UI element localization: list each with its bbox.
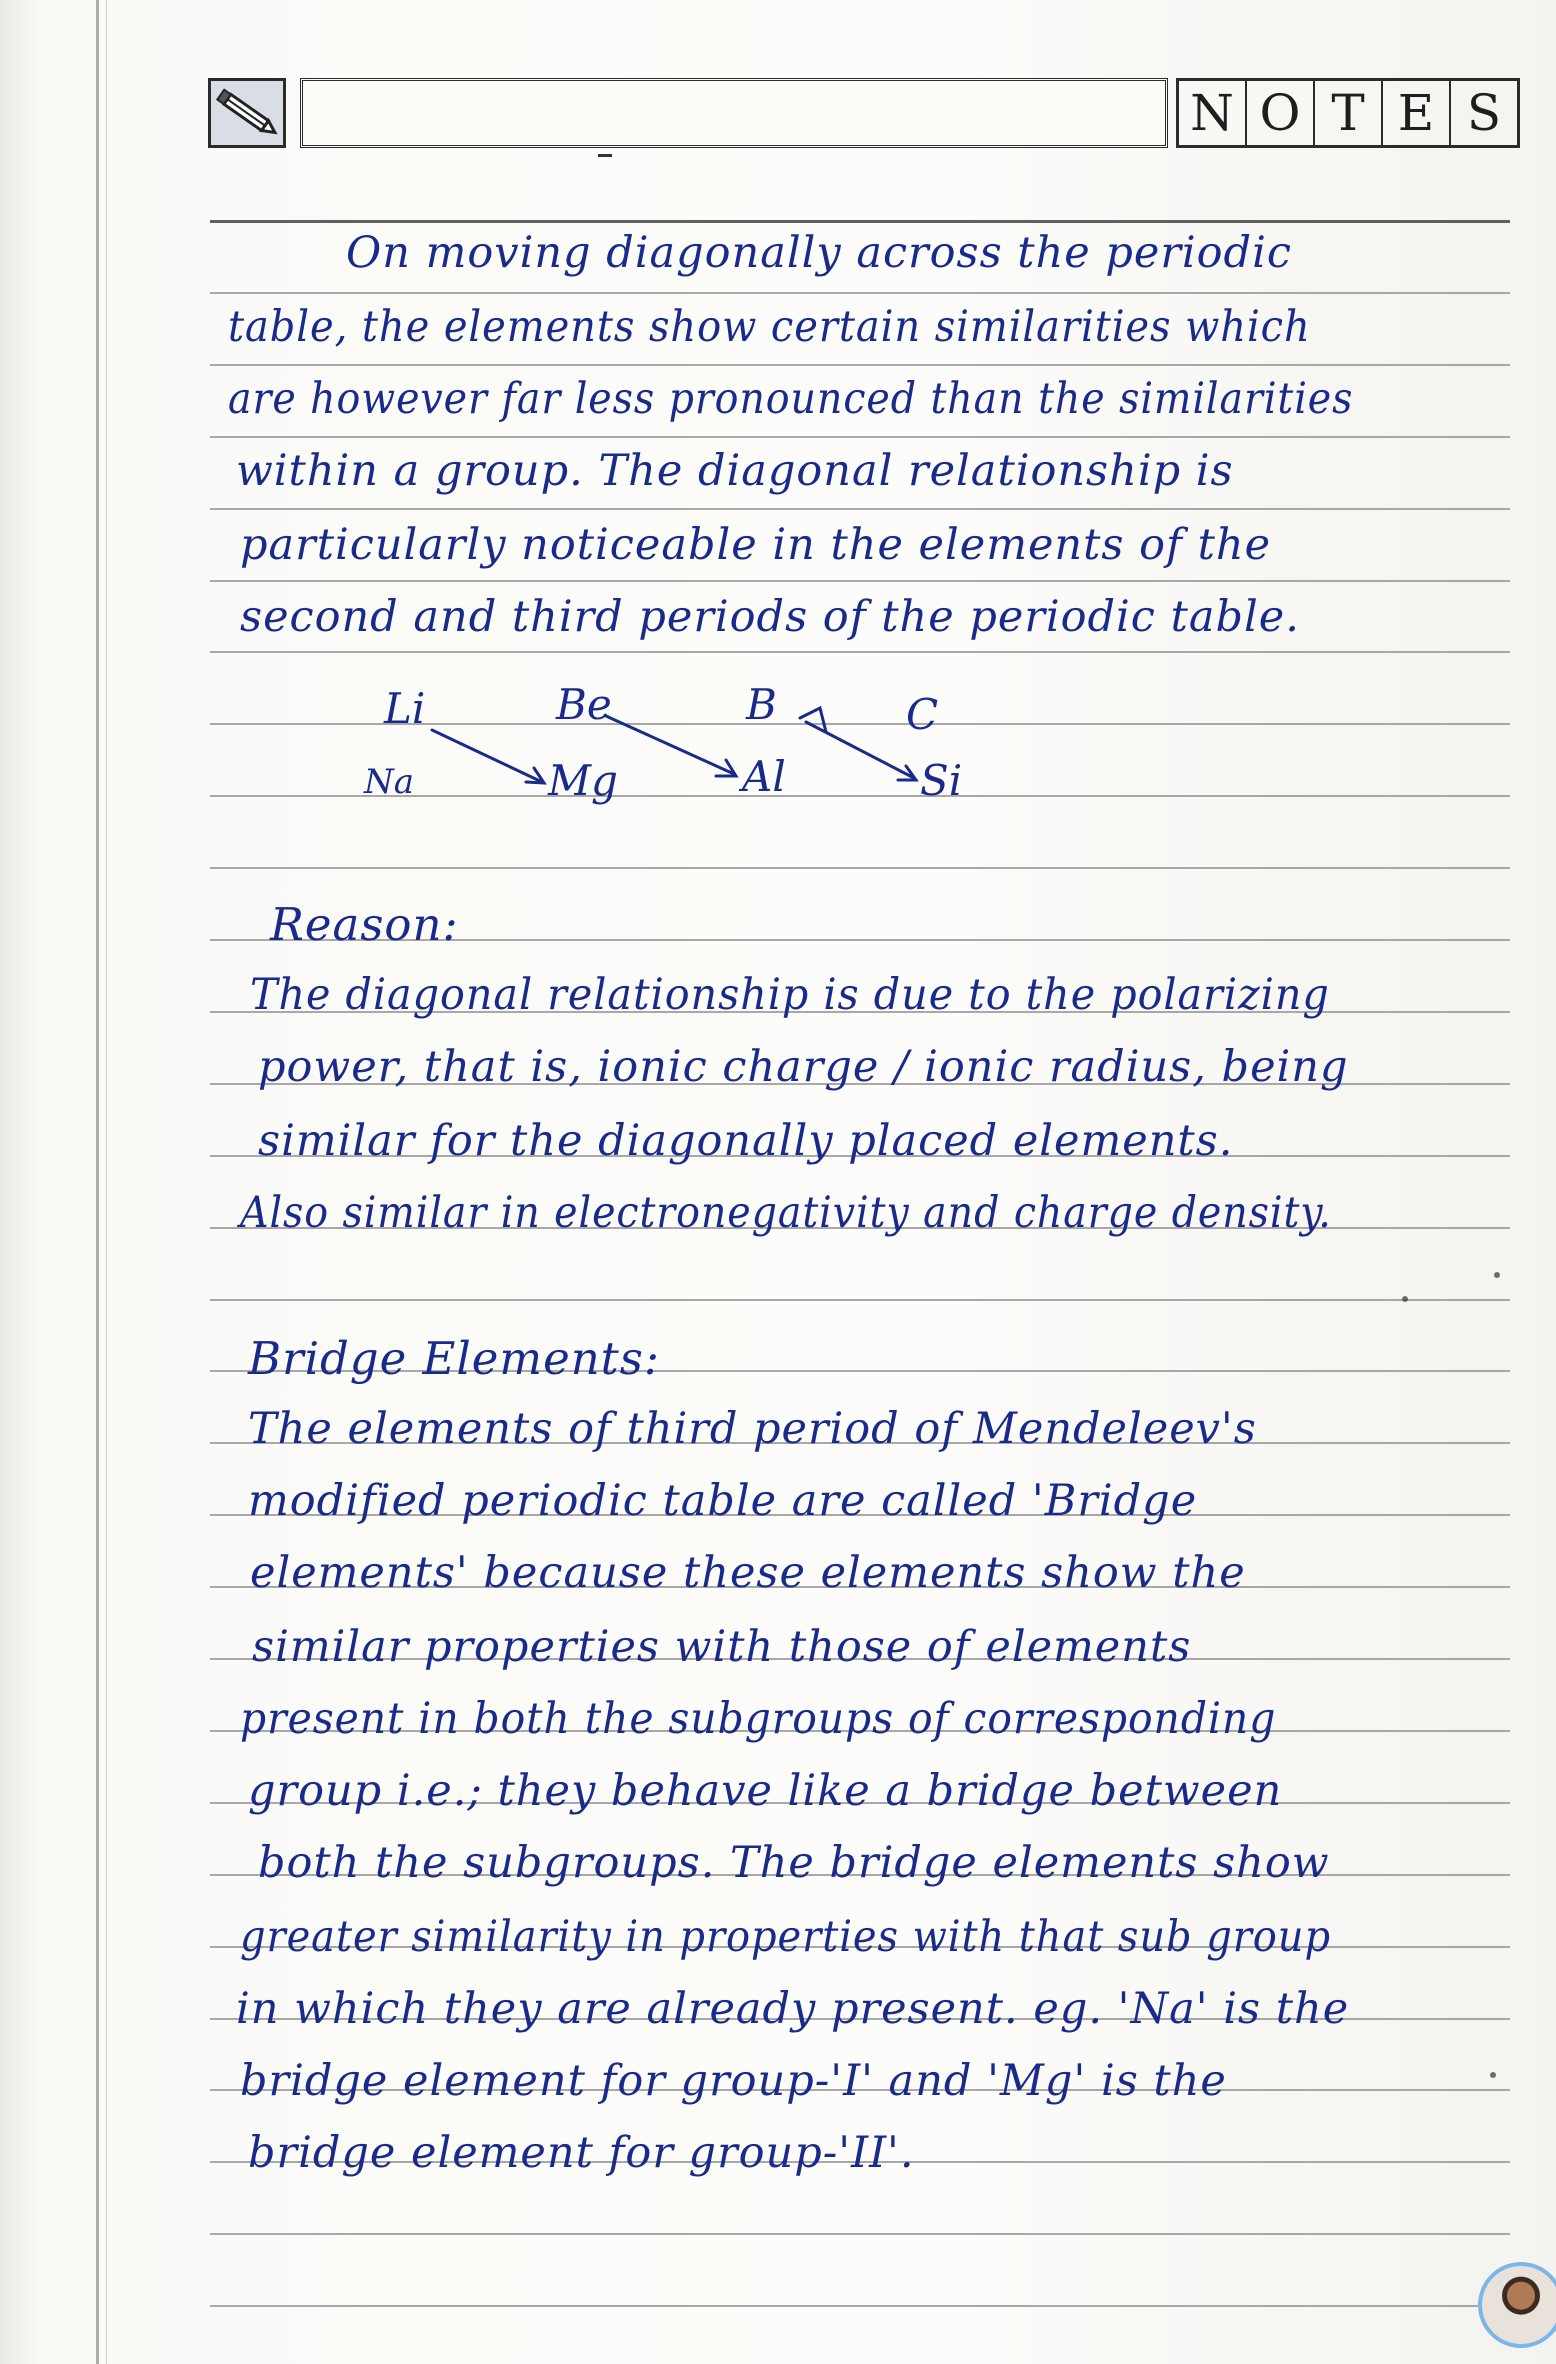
avatar <box>1478 2262 1556 2348</box>
text-line: modified periodic table are called 'Bridge <box>248 1476 1198 1526</box>
ruled-line <box>210 2233 1510 2235</box>
text-line: On moving diagonally across the periodic <box>346 228 1292 278</box>
text-line: greater similarity in properties with that sub group <box>240 1912 1332 1962</box>
ink-dot <box>1494 1272 1500 1278</box>
element-li: Li <box>384 684 426 733</box>
element-b: B <box>746 680 777 729</box>
element-si: Si <box>920 756 963 805</box>
element-mg: Mg <box>548 756 618 805</box>
text-line: similar properties with those of elements <box>252 1622 1192 1672</box>
text-line: both the subgroups. The bridge elements show <box>258 1838 1330 1888</box>
section-heading: Bridge Elements: <box>248 1332 661 1385</box>
notes-letter: O <box>1247 81 1315 145</box>
text-line: elements' because these elements show the <box>250 1548 1246 1598</box>
text-line: bridge element for group-'II'. <box>248 2128 915 2178</box>
section-heading: Reason: <box>270 898 459 951</box>
text-line: table, the elements show certain similarities which <box>228 302 1311 352</box>
text-line: group i.e.; they behave like a bridge between <box>248 1766 1283 1816</box>
ink-dot <box>1490 2072 1496 2078</box>
notes-letter: S <box>1466 84 1502 142</box>
text-line: The diagonal relationship is due to the polarizing <box>250 970 1330 1020</box>
notes-letter: E <box>1383 81 1451 145</box>
text-line: bridge element for group-'I' and 'Mg' is the <box>240 2056 1227 2106</box>
diagonal-arrows <box>0 0 1556 900</box>
ruled-line <box>210 1299 1510 1301</box>
text-line: power, that is, ionic charge / ionic radius, being <box>258 1042 1349 1092</box>
text-line: Also similar in electronegativity and charge density. <box>240 1188 1332 1238</box>
ruled-line <box>210 2305 1510 2307</box>
element-al: Al <box>742 752 786 801</box>
element-be: Be <box>556 680 612 729</box>
text-line: are however far less pronounced than the similarities <box>228 374 1354 424</box>
text-line: similar for the diagonally placed elements. <box>258 1116 1234 1166</box>
element-c: C <box>906 690 939 739</box>
text-line: particularly noticeable in the elements of the <box>240 520 1272 570</box>
element-na: Na <box>364 762 415 802</box>
text-line: second and third periods of the periodic table. <box>240 592 1300 642</box>
text-line: within a group. The diagonal relationship is <box>236 446 1234 496</box>
text-line: The elements of third period of Mendeleev's <box>248 1404 1257 1454</box>
notes-letter: N <box>1179 81 1247 145</box>
ink-dot <box>1402 1296 1408 1302</box>
text-line: present in both the subgroups of corresponding <box>240 1694 1277 1744</box>
text-line: in which they are already present. eg. 'Na' is the <box>236 1984 1350 2034</box>
notes-letter: T <box>1315 81 1383 145</box>
